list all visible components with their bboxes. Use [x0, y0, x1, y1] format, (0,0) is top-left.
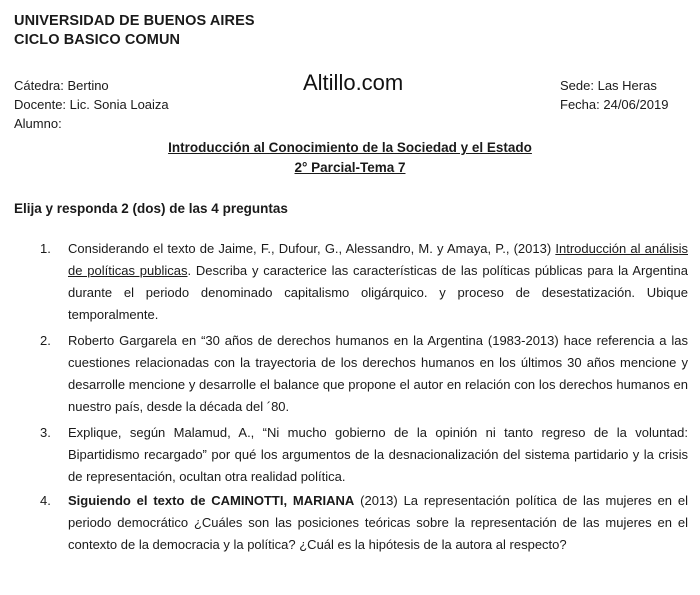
- reference-title: Introducción al análisis de políticas publicas: [68, 241, 688, 278]
- docente-line: Docente: Lic. Sonia Loaiza: [14, 97, 169, 112]
- instruction-text: Elija y responda 2 (dos) de las 4 preguntas: [14, 201, 288, 216]
- question-text: [68, 238, 688, 326]
- question-text-part: . Describa y caracterice las características de las políticas públicas para la Argentina durante el periodo denominado capitalismo oligárquico. y proceso de desestatización. Ubique temporalmente.: [68, 263, 688, 322]
- sede-line: Sede: Las Heras: [560, 78, 657, 93]
- cycle-name: CICLO BASICO COMUN: [14, 32, 181, 48]
- exam-info-right: [560, 76, 668, 114]
- watermark-brand: Altillo.com: [303, 70, 404, 95]
- alumno-line: Alumno:: [14, 116, 62, 131]
- exam-title: 2° Parcial-Tema 7: [294, 160, 406, 175]
- exam-titles: [0, 138, 700, 178]
- question-number: 2.: [40, 333, 51, 348]
- question-number: 4.: [40, 493, 51, 508]
- question-number: 1.: [40, 241, 51, 256]
- university-name: UNIVERSIDAD DE BUENOS AIRES: [14, 13, 255, 29]
- course-title: Introducción al Conocimiento de la Sociedad y el Estado: [168, 140, 532, 155]
- question-text-part: (2013) La representación política de las mujeres en el periodo democrático ¿Cuáles son las posiciones teóricas sobre la representación de las mujeres en el contexto de la democracia y la política? ¿Cuál es la hipótesis de la autora al respecto?: [68, 493, 688, 552]
- question-text: Explique, según Malamud, A., “Ni mucho gobierno de la opinión ni tanto regreso de la voluntad: Bipartidismo recargado” por qué los argumentos de la desnacionalización del sistema partidario y la crisis de representación, ocultan otra realidad política.: [68, 425, 688, 484]
- question-number: 3.: [40, 425, 51, 440]
- fecha-line: Fecha: 24/06/2019: [560, 97, 669, 112]
- question-text-part: Considerando el texto de Jaime, F., Dufour, G., Alessandro, M. y Amaya, P., (2013): [68, 241, 556, 256]
- question-text: [68, 490, 688, 556]
- catedra-line: Cátedra: Bertino: [14, 78, 109, 93]
- exam-info-left: [14, 76, 169, 133]
- question-lead-bold: Siguiendo el texto de CAMINOTTI, MARIANA: [68, 493, 355, 508]
- question-text: Roberto Gargarela en “30 años de derechos humanos en la Argentina (1983-2013) hace referencia a las cuestiones relacionadas con la trayectoria de los derechos humanos en los últimos 30 años mencione y desarrolle mencione y desarrolle el balance que propone el autor en relación con los derechos humanos en nuestro país, desde la década del ´80.: [68, 333, 688, 414]
- institution-header: [14, 12, 255, 50]
